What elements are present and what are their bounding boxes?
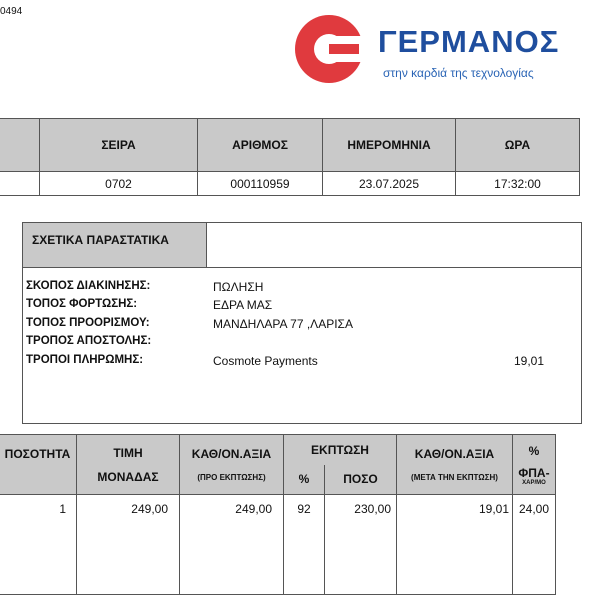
row-discount-percent: 92 <box>284 495 325 595</box>
related-documents-title: ΣΧΕΤΙΚΑ ΠΑΡΑΣΤΑΤΙΚΑ <box>23 223 207 268</box>
germanos-logo-icon <box>291 10 371 90</box>
col-discount: ΕΚΠΤΩΣΗ <box>284 435 397 465</box>
col-discount-amount: ΠΟΣΟ <box>325 465 397 495</box>
document-info-table <box>0 118 580 196</box>
row-quantity: 1 <box>0 495 77 595</box>
payment-method-value: Cosmote Payments <box>213 354 318 368</box>
destination-value: ΜΑΝΔΗΛΑΡΑ 77 ,ΛΑΡΙΣΑ <box>213 317 353 331</box>
purpose-label: ΣΚΟΠΟΣ ΔΙΑΚΙΝΗΣΗΣ: <box>26 280 151 292</box>
row-vat: 24,00 <box>513 495 556 595</box>
value-date: 23.07.2025 <box>323 172 456 196</box>
col-unit-price: ΤΙΜΗ ΜΟΝΑΔΑΣ <box>77 435 180 495</box>
row-discount-amount: 230,00 <box>325 495 397 595</box>
loading-place-value: ΕΔΡΑ ΜΑΣ <box>213 298 273 312</box>
col-net-after: ΚΑΘ/ΟΝ.ΑΞΙΑ (ΜΕΤΑ ΤΗΝ ΕΚΠΤΩΣΗ) <box>397 435 513 495</box>
related-documents-box <box>22 222 582 424</box>
payment-method-label: ΤΡΟΠΟΙ ΠΛΗΡΩΜΗΣ: <box>26 354 144 366</box>
loading-place-label: ΤΟΠΟΣ ΦΟΡΤΩΣΗΣ: <box>26 298 138 310</box>
row-net-after: 19,01 <box>397 495 513 595</box>
doc-info-blank-cell <box>0 172 40 196</box>
col-time: ΩΡΑ <box>456 119 580 172</box>
row-unit-price: 249,00 <box>77 495 180 595</box>
brand-tagline: στην καρδιά της τεχνολογίας <box>383 66 534 80</box>
value-number: 000110959 <box>198 172 323 196</box>
col-discount-percent: % <box>284 465 325 495</box>
destination-label: ΤΟΠΟΣ ΠΡΟΟΡΙΣΜΟΥ: <box>26 317 150 329</box>
table-row <box>0 495 556 595</box>
purpose-value: ΠΩΛΗΣΗ <box>213 280 264 294</box>
col-date: ΗΜΕΡΟΜΗΝΙΑ <box>323 119 456 172</box>
col-quantity: ΠΟΣΟΤΗΤΑ <box>0 435 77 495</box>
doc-info-blank-header <box>0 119 40 172</box>
value-time: 17:32:00 <box>456 172 580 196</box>
col-net-before: ΚΑΘ/ΟΝ.ΑΞΙΑ (ΠΡΟ ΕΚΠΤΩΣΗΣ) <box>180 435 284 495</box>
col-number: ΑΡΙΘΜΟΣ <box>198 119 323 172</box>
value-series: 0702 <box>40 172 198 196</box>
col-series: ΣΕΙΡΑ <box>40 119 198 172</box>
row-net-before: 249,00 <box>180 495 284 595</box>
brand-name: ΓΕΡΜΑΝΟΣ <box>378 24 560 59</box>
payment-amount: 19,01 <box>514 354 545 368</box>
divider <box>206 267 581 268</box>
document-code: 0494 <box>0 6 23 17</box>
shipping-method-label: ΤΡΟΠΟΣ ΑΠΟΣΤΟΛΗΣ: <box>26 335 152 347</box>
col-vat: % ΦΠΑ- ΧΑΡ/ΜΟ <box>513 435 556 495</box>
items-table <box>0 434 556 595</box>
